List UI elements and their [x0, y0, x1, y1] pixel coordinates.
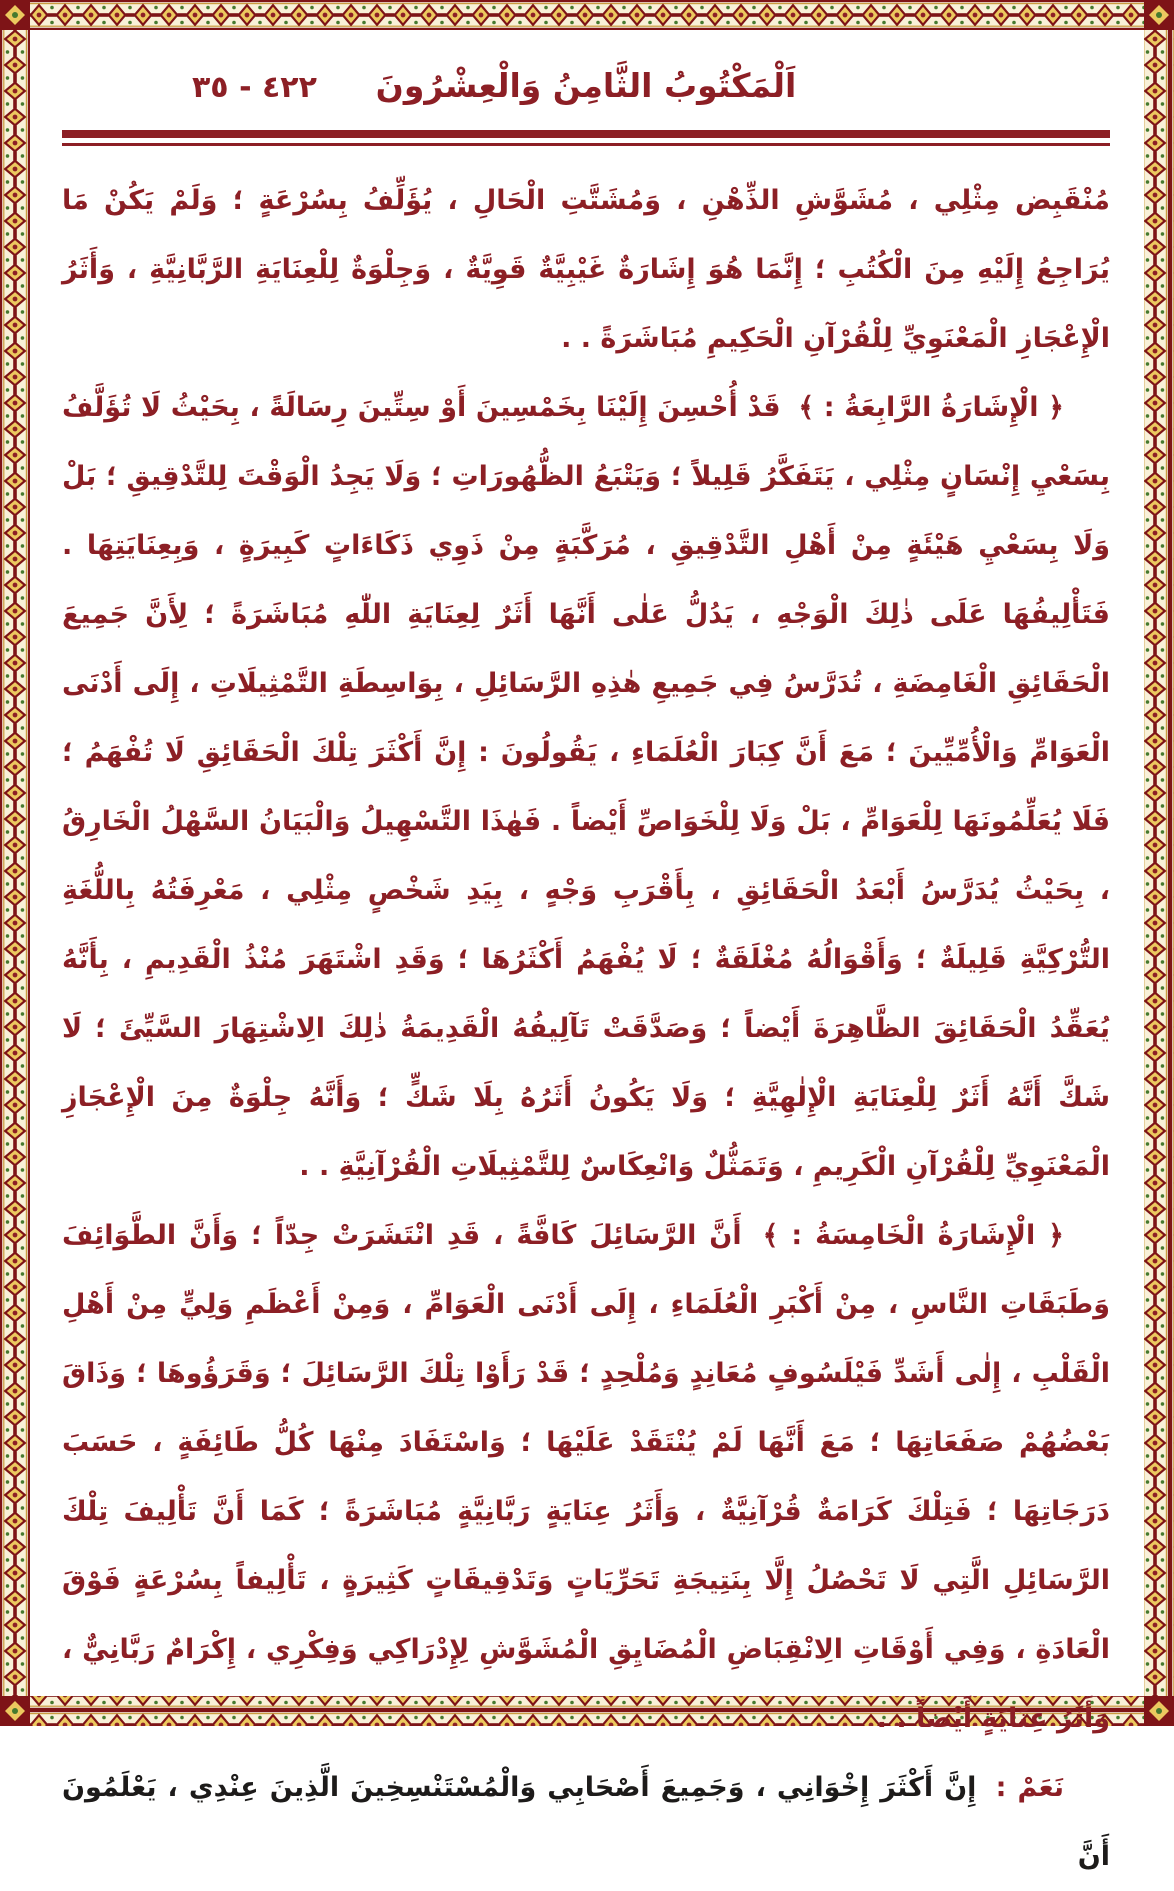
paragraph-naam	[62, 1753, 1110, 1891]
paragraph-continuation	[62, 166, 1110, 373]
paragraph-text: مُنْقَبِض مِثْلِي ، مُشَوَّشِ الذِّهْنِ ، وَمُشَتَّتِ الْحَالِ ، يُؤَلِّفُ بِسُرْعَةٍ ؛ وَلَمْ يَكُنْ مَا يُرَاجِعُ إِلَيْهِ مِنَ الْكُتُبِ ؛ إِنَّمَا هُوَ إِشَارَةٌ غَيْبِيَّةٌ قَوِيَّةٌ ، وَجِلْوَةٌ لِلْعِنَايَةِ الرَّبَّانِيَّةِ ، وَأَثَرُ الْإِعْجَازِ الْمَعْنَوِيِّ لِلْقُرْآنِ الْحَكِيمِ مُبَاشَرَةً . .	[62, 185, 1110, 354]
page-number: ٤٢٢ - ٣٥	[192, 70, 317, 105]
lead-word-naam: نَعَمْ :	[995, 1772, 1064, 1803]
page-title: اَلْمَكْتُوبُ الثَّامِنُ وَالْعِشْرُونَ	[375, 66, 797, 105]
page-content	[62, 52, 1110, 1891]
paragraph-text: إِنَّ أَكْثَرَ إِخْوَانِي ، وَجَمِيعَ أَصْحَابِي وَالْمُسْتَنْسِخِينَ الَّذِينَ عِنْدِي ، يَعْلَمُونَ أَنَّ	[62, 1772, 1110, 1872]
page-header	[62, 52, 1110, 126]
header-double-rule	[62, 130, 1110, 146]
body-text	[62, 166, 1110, 1891]
section-heading-fifth-indication: ﴿ الْإِشَارَةُ الْخَامِسَةُ : ﴾	[762, 1220, 1064, 1251]
paragraph-fifth-indication	[62, 1201, 1110, 1753]
paragraph-text: قَدْ أُحْسِنَ إِلَيْنَا بِخَمْسِينَ أَوْ سِتِّينَ رِسَالَةً ، بِحَيْثُ لَا تُؤَلَّفُ بِسَعْيِ إِنْسَانٍ مِثْلِي ، يَتَفَكَّرُ قَلِيلاً ؛ وَيَتْبَعُ الظُّهُورَاتِ ؛ وَلَا يَجِدُ الْوَقْتَ لِلتَّدْقِيقِ ؛ بَلْ وَلَا بِسَعْيِ هَيْئَةٍ مِنْ أَهْلِ التَّدْقِيقِ ، مُرَكَّبَةٍ مِنْ ذَوِي ذَكَاءَاتٍ كَبِيرَةٍ ، وَبِعِنَايَتِهَا . فَتَأْلِيفُهَا عَلَى ذٰلِكَ الْوَجْهِ ، يَدُلُّ عَلٰى أَنَّهَا أَثَرٌ لِعِنَايَةِ اللّٰهِ مُبَاشَرَةً ؛ لِأَنَّ جَمِيعَ الْحَقَائِقِ الْغَامِضَةِ ، تُدَرَّسُ فِي جَمِيعِ هٰذِهِ الرَّسَائِلِ ، بِوَاسِطَةِ التَّمْثِيلَاتِ ، إِلَى أَدْنَى الْعَوَامِّ وَالْأُمِّيِّينَ ؛ مَعَ أَنَّ كِبَارَ الْعُلَمَاءِ ، يَقُولُونَ : إِنَّ أَكْثَرَ تِلْكَ الْحَقَائِقِ لَا تُفْهَمُ ؛ فَلَا يُعَلِّمُونَهَا لِلْعَوَامِّ ، بَلْ وَلَا لِلْخَوَاصِّ أَيْضاً . فَهٰذَا التَّسْهِيلُ وَالْبَيَانُ السَّهْلُ الْخَارِقُ ، بِحَيْثُ يُدَرَّسُ أَبْعَدُ الْحَقَائِقِ ، بِأَقْرَبِ وَجْهٍ ، بِيَدِ شَخْصٍ مِثْلِي ، مَعْرِفَتُهُ بِاللُّغَةِ التُّرْكِيَّةِ قَلِيلَةٌ ؛ وَأَقْوَالُهُ مُغْلَقَةٌ ؛ لَا يُفْهَمُ أَكْثَرُهَا ؛ وَقَدِ اشْتَهَرَ مُنْذُ الْقَدِيمِ ، بِأَنَّهُ يُعَقِّدُ الْحَقَائِقَ الظَّاهِرَةَ أَيْضاً ؛ وَصَدَّقَتْ تَآلِيفُهُ الْقَدِيمَةُ ذٰلِكَ الِاشْتِهَارَ السَّيِّئَ ؛ لَا شَكَّ أَنَّهُ أَثَرٌ لِلْعِنَايَةِ الْإِلٰهِيَّةِ ؛ وَلَا يَكُونُ أَثَرُهُ بِلَا شَكٍّ ؛ وَأَنَّهُ جِلْوَةٌ مِنَ الْإِعْجَازِ الْمَعْنَوِيِّ لِلْقُرْآنِ الْكَرِيمِ ، وَتَمَثُّلٌ وَانْعِكَاسٌ لِلتَّمْثِيلَاتِ الْقُرْآنِيَّةِ . .	[62, 392, 1110, 1182]
section-heading-fourth-indication: ﴿ الْإِشَارَةُ الرَّابِعَةُ : ﴾	[798, 392, 1064, 423]
paragraph-fourth-indication	[62, 373, 1110, 1201]
paragraph-text: أَنَّ الرَّسَائِلَ كَافَّةً ، قَدِ انْتَشَرَتْ جِدّاً ؛ وَأَنَّ الطَّوَائِفَ وَطَبَقَاتِ النَّاسِ ، مِنْ أَكْبَرِ الْعُلَمَاءِ ، إِلَى أَدْنَى الْعَوَامِّ ، وَمِنْ أَعْظَمِ وَلِيٍّ مِنْ أَهْلِ الْقَلْبِ ، إِلٰى أَشَدِّ فَيْلَسُوفٍ مُعَانِدٍ وَمُلْحِدٍ ؛ قَدْ رَأَوْا تِلْكَ الرَّسَائِلَ ؛ وَقَرَؤُوهَا ؛ وَذَاقَ بَعْضُهُمْ صَفَعَاتِهَا ؛ مَعَ أَنَّهَا لَمْ يُنْتَقَدْ عَلَيْهَا ؛ وَاسْتَفَادَ مِنْهَا كُلُّ طَائِفَةٍ ، حَسَبَ دَرَجَاتِهَا ؛ فَتِلْكَ كَرَامَةٌ قُرْآنِيَّةٌ ، وَأَثَرُ عِنَايَةٍ رَبَّانِيَّةٍ مُبَاشَرَةً ؛ كَمَا أَنَّ تَأْلِيفَ تِلْكَ الرَّسَائِلِ الَّتِي لَا تَحْصُلُ إِلَّا بِنَتِيجَةِ تَحَرِّيَاتٍ وَتَدْقِيقَاتٍ كَثِيرَةٍ ، تَأْلِيفاً بِسُرْعَةٍ فَوْقَ الْعَادَةِ ، وَفِي أَوْقَاتِ الِانْقِبَاضِ الْمُضَايِقِ الْمُشَوَّشِ لِإِدْرَاكِي وَفِكْرِي ، إِكْرَامٌ رَبَّانِيٌّ ، وَأَثَرُ عِنَايَةٍ أَيْضاً . .	[62, 1220, 1110, 1734]
